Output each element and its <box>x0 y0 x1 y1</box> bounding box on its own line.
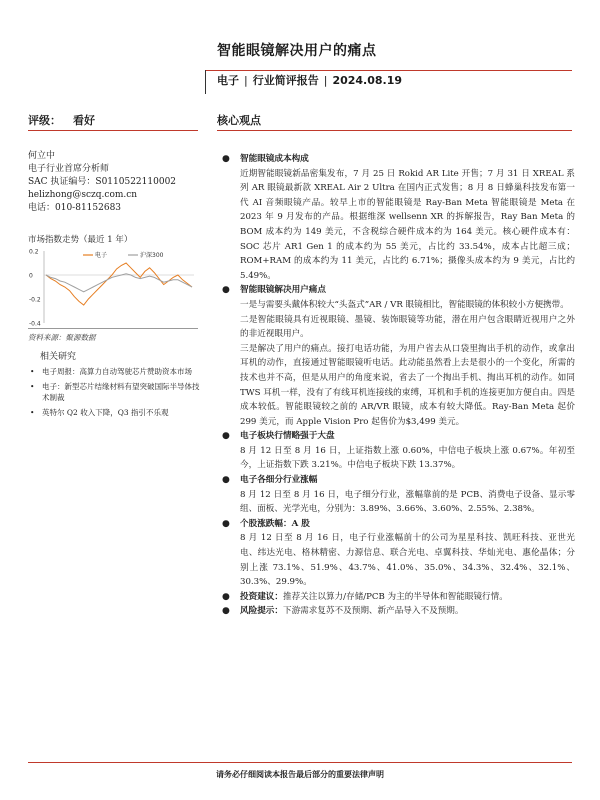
analyst-email[interactable]: helizhong@sczq.com.cn <box>28 190 138 200</box>
section-heading: 智能眼镜成本构成 <box>240 154 309 164</box>
analyst-name: 何立中 <box>28 151 56 161</box>
report-meta: 电子 | 行业简评报告 | 2024.08.19 <box>217 74 403 87</box>
y-tick-label: 0.2 <box>29 248 39 256</box>
report-date: 2024.08.19 <box>332 74 403 87</box>
section-paragraph: 三是解决了用户的痛点。接打电话功能，为用户省去从口袋里掏出手机的动作，或拿出耳机的动作，直接通过智能眼镜听电话。此动能虽然看上去是很小的一个变化，所需的技术也并不高，但是从用户的角度来说，省去了一个掏出手机、掏出耳机的动作。如同 TWS 耳机一样，没有了有线耳机连接线的束缚，耳机和手机的连接更加方便自由。四是成本较低。智能眼镜较之前的 AR/VR 眼镜，成本有较大降低。Ray-Ban Meta 起价 299 美元，而 Apple Vision Pro 起售价为$3,499 美元。 <box>240 343 575 427</box>
bullet-icon: ● <box>222 606 230 617</box>
header-vertical-bar <box>205 70 206 94</box>
core-views-title: 核心观点 <box>217 114 261 127</box>
footer-divider <box>28 762 572 763</box>
section-paragraph: 8 月 12 日至 8 月 16 日，电子行业涨幅前十的公司为星星科技、凯旺科技、亚世光电、纬达光电、格林精密、力源信息、联合光电、卓翼科技、华灿光电、惠伦晶体；分别上涨 73.1%、51.9%、43.7%、41.0%、35.0%、34.3%、32.4%、32.1%、30.3%、29.9%。 <box>240 533 575 588</box>
legend-label: 电子 <box>95 252 108 259</box>
section-heading: 电子各细分行业涨幅 <box>240 475 318 486</box>
section-heading: 电子板块行情略强于大盘 <box>240 431 335 442</box>
section-risk <box>220 604 575 619</box>
related-item[interactable]: • 电子：新型芯片结缘材料有望突破国际半导体技术制裁 <box>28 381 200 403</box>
sector-label: 电子 <box>217 74 239 87</box>
section-subindustry <box>220 473 575 488</box>
y-tick-label: -0.2 <box>29 296 41 304</box>
y-tick-label: -0.4 <box>29 320 41 327</box>
section-cost <box>220 152 575 167</box>
inline-label: 投资建议： <box>240 591 283 602</box>
related-item[interactable]: • 电子周报：高算力自动驾驶芯片赞助资本市场 <box>28 366 200 377</box>
chart-source-divider <box>28 328 198 329</box>
section-paragraph: 近期智能眼镜新品密集发布，7 月 25 日 Rokid AR Lite 开售；7 月 31 日 XREAL 系列 AR 眼镜最新款 XREAL Air 2 Ultra 在国内正式发售；8 月 8 日蜂巢科技发布第一代 AI 音频眼镜产品。较早上市的智能眼镜是 Ray-Ban Meta 智能眼镜是 Meta 在 2023 年 9 月发布的产品。根据维深 wellsenn XR 的拆解报告，Ray Ban Meta 的 BOM 成本约为 149 美元，不含税综合硬件成本约为 164 美元。核心硬件成本有：SOC 芯片 AR1 Gen 1 的成本约为 55 美元，占比约 33.54%，成本占比超三成；ROM+RAM 的成本约为 11 美元，占比约 6.71%；摄像头成本约为 9 美元，占比约 5.49%。 <box>240 168 575 281</box>
inline-text: 下游需求复苏不及预期、新产品导入不及预期。 <box>282 606 464 617</box>
report-title: 智能眼镜解决用户的痛点 <box>217 43 377 59</box>
bullet-icon: ● <box>222 591 230 602</box>
analyst-sac: SAC 执证编号：S0110522110002 <box>28 177 177 187</box>
bullet-icon: ● <box>222 431 230 442</box>
analyst-role: 电子行业首席分析师 <box>28 164 110 174</box>
bullet-icon: ● <box>222 518 230 529</box>
report-type: 行业简评报告 <box>252 74 319 87</box>
section-pain-points <box>220 283 575 298</box>
y-tick-label: 0 <box>29 272 33 280</box>
bullet-icon: ● <box>222 154 230 164</box>
header-divider <box>205 70 572 71</box>
section-paragraph: 二是智能眼镜具有近视眼镜、墨镜、装饰眼镜等功能，潜在用户包含眼睛近视用户之外的非近视眼用户。 <box>240 314 575 340</box>
market-index-chart <box>28 247 198 327</box>
inline-text: 推荐关注以算力/存储/PCB 为主的半导体和智能眼镜行情。 <box>282 591 508 602</box>
section-paragraph: 8 月 12 日至 8 月 16 日，上证指数上涨 0.60%，中信电子板块上涨 0.67%。年初至今，上证指数下跌 3.21%。中信电子板块下跌 13.37%。 <box>240 445 575 471</box>
legal-footer: 请务必仔细阅读本报告最后部分的重要法律声明 <box>216 769 384 779</box>
related-research-title: 相关研究 <box>40 352 77 362</box>
section-heading: 智能眼镜解决用户痛点 <box>240 285 326 296</box>
related-item[interactable]: • 英特尔 Q2 收入下降，Q3 指引不乐观 <box>28 407 200 418</box>
core-views-body <box>220 152 575 619</box>
section-paragraph: 一是与需要头戴体积较大“头盔式”AR / VR 眼镜相比，智能眼镜的体积较小方便携带。 <box>240 299 569 310</box>
left-divider <box>28 130 198 131</box>
bullet-icon: ● <box>222 475 230 486</box>
chart-title: 市场指数走势（最近 1 年） <box>28 235 133 245</box>
chart-source: 资料来源：聚源数据 <box>28 333 96 342</box>
bullet-icon: ● <box>222 285 230 296</box>
section-investment-advice <box>220 590 575 605</box>
section-market <box>220 429 575 444</box>
inline-label: 风险提示： <box>240 606 283 617</box>
analyst-phone: 电话：010-81152683 <box>28 203 122 213</box>
analyst-info <box>28 150 176 215</box>
right-divider <box>217 130 572 131</box>
rating-label: 评级： <box>28 114 61 127</box>
rating-value: 看好 <box>73 114 95 127</box>
section-stocks <box>220 517 575 532</box>
rating <box>28 112 95 128</box>
section-paragraph: 8 月 12 日至 8 月 16 日，电子细分行业，涨幅靠前的是 PCB、消费电子设备、显示零组、面板、光学光电，分别为：3.89%、3.66%、3.60%、2.55%、2.38%。 <box>240 489 575 515</box>
legend-label: 沪深300 <box>140 252 164 259</box>
related-research-list <box>28 366 200 422</box>
section-heading: 个股涨跌幅：A 股 <box>240 518 310 529</box>
